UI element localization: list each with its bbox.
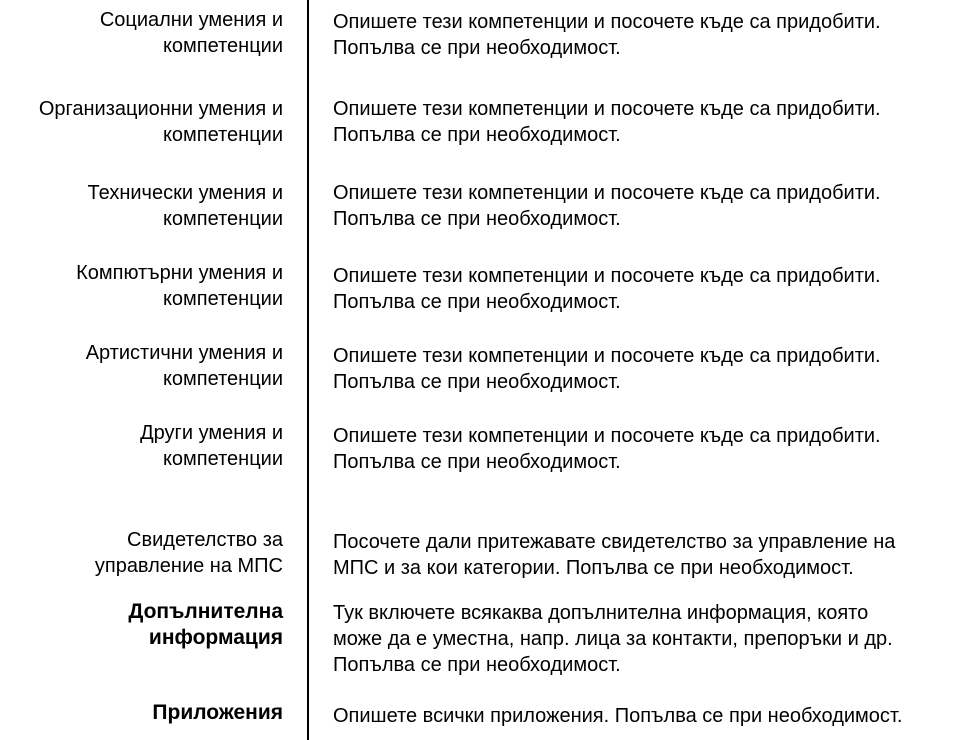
description-line: Попълва се при необходимост. [333, 124, 621, 146]
description-line: Опишете тези компетенции и посочете къде са придобити. [333, 11, 881, 33]
label-line: Социални умения и [99, 9, 283, 31]
label-line: Приложения [152, 701, 283, 724]
section-label-driving-license [95, 527, 283, 579]
section-label-organizational-skills [39, 96, 283, 148]
description-line: Попълва се при необходимост. [333, 37, 621, 59]
description-line: Опишете тези компетенции и посочете къде са придобити. [333, 425, 881, 447]
description-line: Опишете тези компетенции и посочете къде са придобити. [333, 345, 881, 367]
label-line: компетенции [162, 35, 283, 57]
description-line: Опишете тези компетенции и посочете къде са придобити. [333, 182, 881, 204]
label-line: управление на МПС [94, 555, 283, 577]
description-line: Тук включете всякаква допълнителна информация, която [333, 602, 869, 624]
label-line: Технически умения и [87, 182, 283, 204]
description-line: Попълва се при необходимост. [333, 291, 621, 313]
label-line: Артистични умения и [85, 342, 283, 364]
section-label-technical-skills [88, 180, 283, 232]
description-line: може да е уместна, напр. лица за контакти, препоръки и др. [333, 628, 893, 650]
description-line: Попълва се при необходимост. [333, 371, 621, 393]
description-line: Опишете всички приложения. Попълва се при необходимост. [333, 705, 903, 727]
section-description-additional-info [333, 600, 893, 678]
section-description-attachments [333, 703, 902, 729]
description-line: Опишете тези компетенции и посочете къде са придобити. [333, 265, 881, 287]
label-line: Компютърни умения и [76, 262, 283, 284]
label-line: компетенции [162, 208, 283, 230]
label-line: компетенции [162, 368, 283, 390]
description-line: Посочете дали притежавате свидетелство за управление на [333, 531, 896, 553]
description-line: Попълва се при необходимост. [333, 451, 621, 473]
label-line: Организационни умения и [38, 98, 283, 120]
label-line: компетенции [162, 288, 283, 310]
section-label-other-skills [140, 420, 283, 472]
section-label-attachments [152, 700, 283, 726]
description-line: МПС и за кои категории. Попълва се при необходимост. [333, 557, 854, 579]
section-description-social-skills [333, 9, 881, 61]
description-line: Попълва се при необходимост. [333, 208, 621, 230]
section-label-computer-skills [76, 260, 283, 312]
section-label-social-skills [100, 7, 283, 59]
section-description-technical-skills [333, 180, 881, 232]
description-line: Попълва се при необходимост. [333, 654, 621, 676]
section-description-other-skills [333, 423, 881, 475]
section-label-artistic-skills [86, 340, 283, 392]
label-line: информация [148, 626, 283, 649]
section-description-computer-skills [333, 263, 881, 315]
label-line: Допълнителна [128, 600, 283, 623]
column-divider [307, 0, 309, 740]
label-line: Други умения и [140, 422, 283, 444]
section-description-organizational-skills [333, 96, 881, 148]
description-line: Опишете тези компетенции и посочете къде са придобити. [333, 98, 881, 120]
section-description-driving-license [333, 529, 895, 581]
section-description-artistic-skills [333, 343, 881, 395]
label-line: Свидетелство за [127, 529, 283, 551]
label-line: компетенции [162, 124, 283, 146]
label-line: компетенции [162, 448, 283, 470]
section-label-additional-info [128, 599, 283, 651]
